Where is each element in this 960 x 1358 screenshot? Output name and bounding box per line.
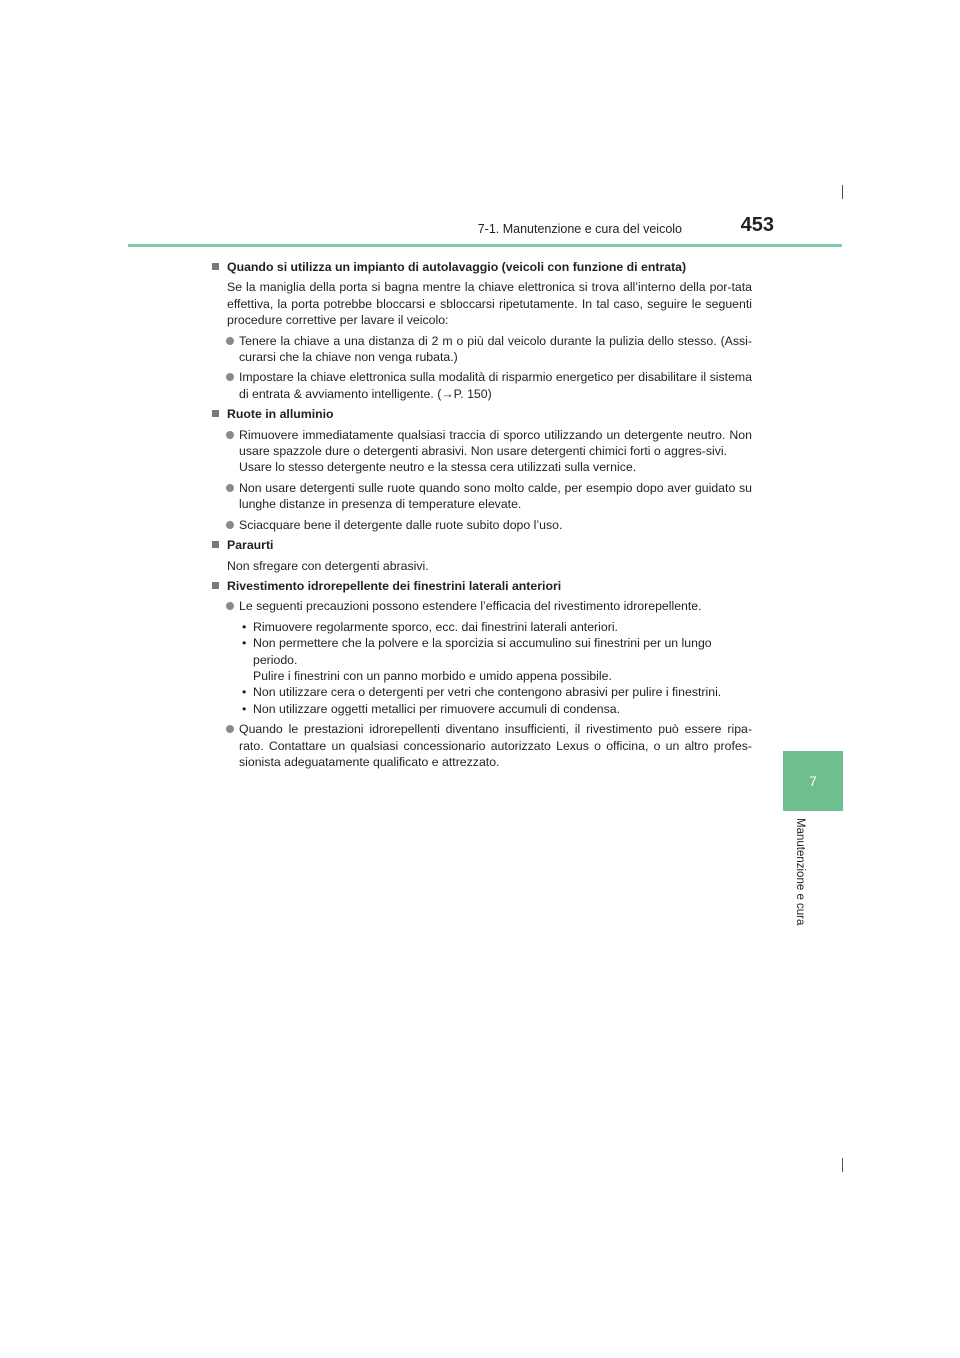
section-heading — [210, 259, 752, 275]
list-item-text: Tenere la chiave a una distanza di 2 m o più dal veicolo durante la pulizia dello stesso. (Assi-curarsi che la chiave non venga rubata.) — [239, 333, 752, 365]
list-item-text: Le seguenti precauzioni possono estendere l’efficacia del rivestimento idrorepellente. — [239, 599, 702, 614]
circle-bullet-icon — [226, 431, 234, 439]
section-heading — [210, 578, 752, 594]
square-bullet-icon — [212, 263, 219, 270]
list-item-text: Non usare detergenti sulle ruote quando sono molto calde, per esempio dopo aver guidato su lunghe distanze in presenza di temperature elevate. — [239, 480, 752, 512]
section-heading — [210, 406, 752, 422]
sub-bullet-marker: • — [242, 619, 247, 634]
chapter-tab: 7 — [783, 751, 843, 811]
sub-bullet-marker: • — [242, 685, 247, 700]
page-number: 453 — [740, 214, 774, 236]
sub-list-item-text: Non utilizzare oggetti metallici per rimuovere accumuli di condensa. — [253, 701, 621, 716]
list-item — [210, 721, 752, 770]
list-item — [210, 480, 752, 513]
header-rule — [128, 244, 842, 247]
circle-bullet-icon — [226, 521, 234, 529]
square-bullet-icon — [212, 582, 219, 589]
sub-bullet-marker: • — [242, 636, 247, 651]
list-item — [210, 517, 752, 533]
list-item-text: Rimuovere immediatamente qualsiasi traccia di sporco utilizzando un detergente neutro. Non usare spazzole dure o detergenti abrasivi. Non usare detergenti chimici forti o aggres-sivi. — [239, 427, 752, 459]
paragraph: Se la maniglia della porta si bagna mentre la chiave elettronica si trova all’interno della por-tata effettiva, la porta potrebbe bloccarsi e sbloccarsi ripetutamente. In tal caso, seguire le seguenti procedure correttive per lavare il veicolo: — [227, 280, 752, 328]
section-heading — [210, 537, 752, 553]
sub-list-item — [210, 635, 752, 684]
list-item — [210, 369, 752, 402]
crop-mark-bottom — [842, 1158, 843, 1172]
sub-bullet-marker: • — [242, 701, 247, 716]
circle-bullet-icon — [226, 725, 234, 733]
sub-list-item — [210, 684, 752, 700]
heading-text: Ruote in alluminio — [227, 407, 334, 422]
sub-list-item-text: Non utilizzare cera o detergenti per vetri che contengono abrasivi per pulire i finestrini. — [253, 685, 722, 700]
page-header — [128, 212, 842, 244]
list-item-text: Impostare la chiave elettronica sulla modalità di risparmio energetico per disabilitare il sistema di entrata & avviamento intelligente. (→P. 150) — [239, 370, 752, 401]
list-item-text: Usare lo stesso detergente neutro e la stessa cera utilizzati sulla vernice. — [239, 460, 637, 475]
square-bullet-icon — [212, 410, 219, 417]
sub-list-item-text: Pulire i finestrini con un panno morbido e umido appena possibile. — [253, 668, 612, 683]
sub-list-item-text: Rimuovere regolarmente sporco, ecc. dai finestrini laterali anteriori. — [253, 619, 618, 634]
paragraph: Non sfregare con detergenti abrasivi. — [227, 558, 429, 573]
list-item-text: Quando le prestazioni idrorepellenti diventano insufficienti, il rivestimento può essere ripa-rato. Contattare un qualsiasi concessionario autorizzato Lexus o officina, o un altro profes-sionista adeguatamente qualificato e attrezzato. — [239, 722, 752, 769]
list-item-text: Sciacquare bene il detergente dalle ruote subito dopo l’uso. — [239, 517, 563, 532]
sub-list-item-text: Non permettere che la polvere e la sporcizia si accumulino sui finestrini per un lungo periodo. — [253, 636, 712, 667]
circle-bullet-icon — [226, 373, 234, 381]
sub-list-item — [210, 619, 752, 635]
list-item — [210, 427, 752, 476]
circle-bullet-icon — [226, 484, 234, 492]
crop-mark-top — [842, 185, 843, 199]
chapter-tab-label: Manutenzione e cura — [794, 818, 806, 926]
heading-text: Paraurti — [227, 538, 274, 553]
square-bullet-icon — [212, 541, 219, 548]
heading-text: Rivestimento idrorepellente dei finestrini laterali anteriori — [227, 578, 562, 593]
section-title: 7-1. Manutenzione e cura del veicolo — [477, 222, 682, 236]
list-item — [210, 598, 752, 614]
circle-bullet-icon — [226, 337, 234, 345]
heading-text: Quando si utilizza un impianto di autolavaggio (veicoli con funzione di entrata) — [227, 260, 687, 274]
sub-list-item — [210, 701, 752, 717]
page-content — [210, 255, 752, 774]
circle-bullet-icon — [226, 602, 234, 610]
list-item — [210, 333, 752, 366]
